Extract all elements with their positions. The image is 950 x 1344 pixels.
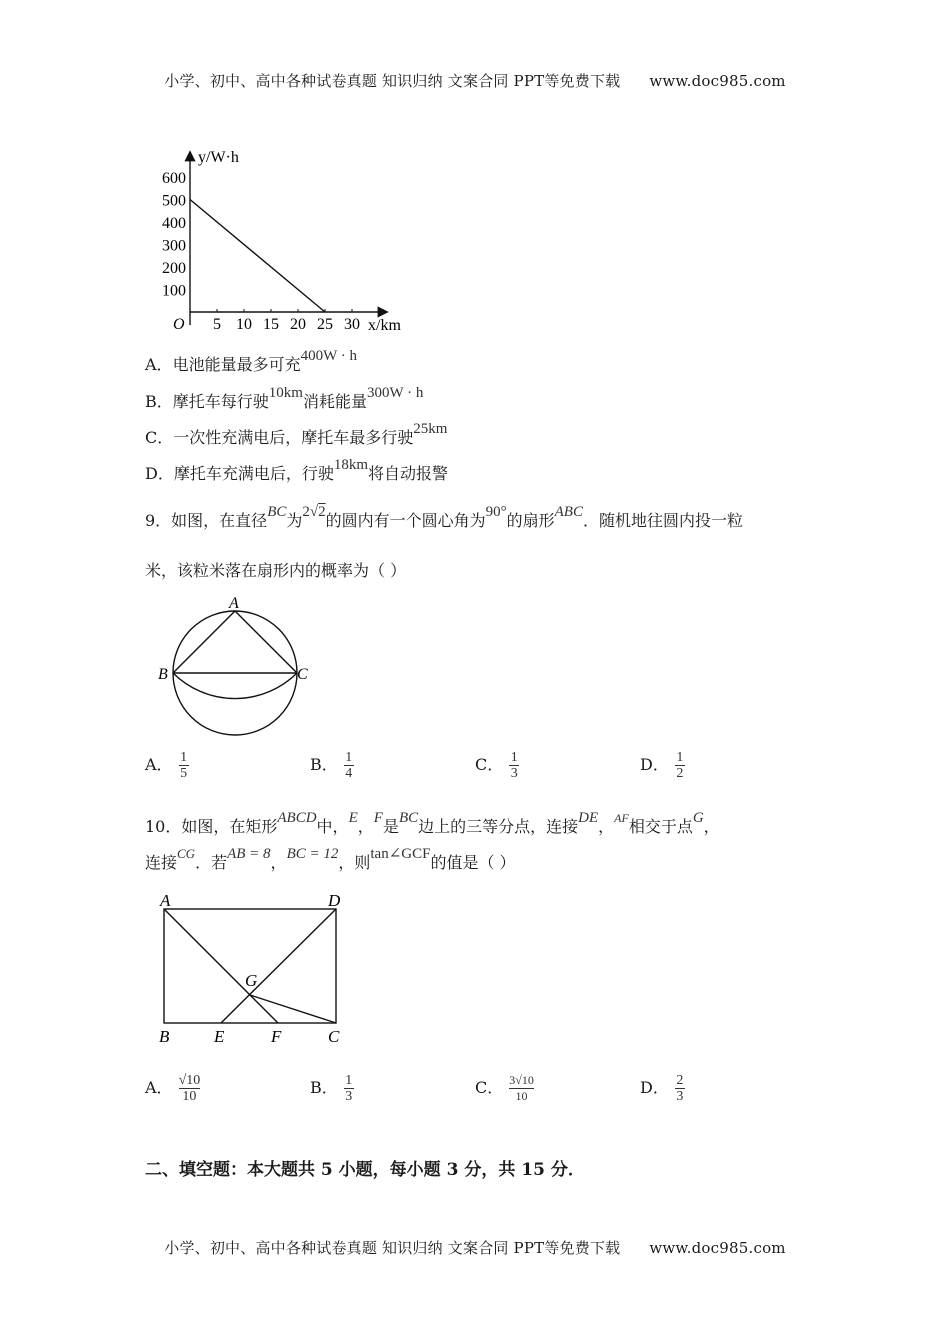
- q10-option-b[interactable]: B． $\frac{1}{3}$: [310, 1073, 353, 1104]
- origin-label: O: [173, 316, 185, 333]
- q9-stem-line1: 9．如图，在直径BC为2√2的圆内有一个圆心角为90°的扇形ABC．随机地往圆内投一粒: [145, 504, 743, 530]
- x-tick-label: 20: [290, 316, 306, 333]
- label-d: D: [328, 891, 341, 910]
- q8-option-b[interactable]: B．摩托车每行驶10km消耗能量300W · h: [145, 385, 424, 411]
- x-tick-label: 25: [317, 316, 333, 333]
- q9-option-d[interactable]: D． $\frac{1}{2}$: [640, 750, 684, 781]
- header-site: www.doc985.com: [649, 72, 786, 90]
- q10-rectangle-figure: [150, 888, 360, 1050]
- q10-stem-line2: 连接$^{CG}$．若AB = 8，BC = 12，则tan∠GCF的值是（ ）: [145, 846, 516, 872]
- q8-option-c[interactable]: C．一次性充满电后，摩托车最多行驶25km: [145, 421, 448, 447]
- y-tick-label: 100: [162, 282, 186, 300]
- rectangle-abcd: [164, 909, 336, 1023]
- label-b: B: [159, 1027, 170, 1046]
- q9-option-c[interactable]: C． $\frac{1}{3}$: [475, 750, 518, 781]
- q8-option-a[interactable]: A．电池能量最多可充400W · h: [145, 348, 357, 374]
- y-tick-label: 300: [162, 237, 186, 255]
- x-tick-label: 30: [344, 316, 360, 333]
- energy-distance-graph: [150, 145, 420, 340]
- label-g: G: [245, 971, 258, 990]
- label-f: F: [271, 1027, 282, 1046]
- q10-option-a[interactable]: A． $\frac{√10}{10}$: [145, 1073, 201, 1104]
- label-c: C: [328, 1027, 340, 1046]
- q9-circle-figure: [150, 592, 320, 737]
- footer-site: www.doc985.com: [649, 1239, 786, 1257]
- q8-option-d[interactable]: D．摩托车充满电后，行驶18km将自动报警: [145, 457, 449, 483]
- sector-arc: [173, 673, 297, 699]
- q9-stem-line2: 米，该粒米落在扇形内的概率为（ ）: [145, 561, 407, 580]
- header-text: 小学、初中、高中各种试卷真题 知识归纳 文案合同 PPT等免费下载: [164, 72, 621, 90]
- y-tick-label: 400: [162, 215, 186, 232]
- segment-ab: [173, 611, 235, 673]
- q9-option-b[interactable]: B． $\frac{1}{4}$: [310, 750, 353, 781]
- x-axis-label: x/km: [368, 317, 401, 334]
- segment-af: [164, 909, 278, 1023]
- y-tick-label: 600: [162, 170, 186, 187]
- x-tick-label: 10: [236, 316, 252, 333]
- label-a: A: [160, 891, 171, 910]
- y-axis-label: y/W·h: [198, 149, 239, 166]
- segment-de: [221, 909, 336, 1023]
- page-footer: [0, 1237, 950, 1258]
- page-header: [0, 70, 950, 91]
- x-tick-label: 5: [213, 316, 221, 333]
- q10-option-d[interactable]: D． $\frac{2}{3}$: [640, 1073, 684, 1104]
- q10-stem-line1: 10．如图，在矩形ABCD中，E，F是BC边上的三等分点，连接DE，$^{AF}$相交于点G，: [145, 810, 720, 836]
- section-2-heading: 二、填空题：本大题共 5 小题，每小题 3 分，共 15 分．: [145, 1160, 585, 1180]
- segment-cg: [250, 995, 336, 1023]
- footer-text: 小学、初中、高中各种试卷真题 知识归纳 文案合同 PPT等免费下载: [164, 1239, 621, 1257]
- label-c: C: [297, 666, 308, 683]
- label-a: A: [229, 595, 239, 612]
- energy-line: [190, 200, 325, 313]
- q9-option-a[interactable]: A． $\frac{1}{5}$: [145, 750, 188, 781]
- label-b: B: [158, 666, 168, 683]
- q10-option-c[interactable]: C． $\frac{3√10}{10}$: [475, 1073, 534, 1103]
- label-e: E: [214, 1027, 225, 1046]
- y-tick-label: 500: [162, 192, 186, 210]
- y-tick-label: 200: [162, 260, 186, 277]
- x-tick-label: 15: [263, 316, 279, 333]
- segment-ac: [235, 611, 297, 673]
